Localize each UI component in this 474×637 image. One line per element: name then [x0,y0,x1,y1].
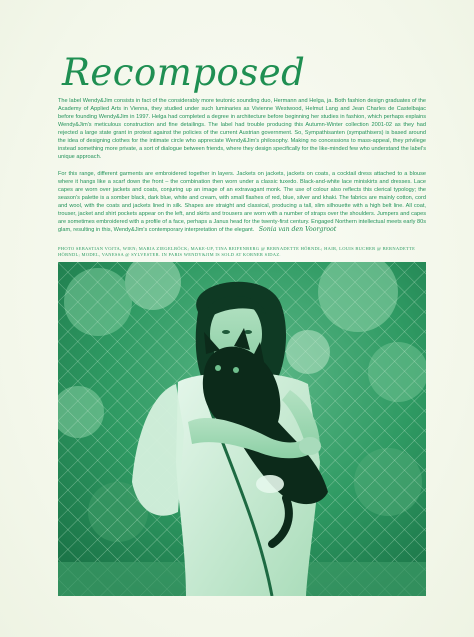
article-paragraph-2 [58,170,426,245]
article-paragraph-1 [58,97,426,169]
left-eye [222,330,230,334]
article-title: Recomposed [62,51,306,94]
fashion-photo [58,262,426,596]
photo-illustration [58,262,426,596]
hand [299,437,321,455]
paragraph-2-text: For this range, different garments are embroidered together in layers. Jackets on jackets, jackets on coats, a cocktail dress attached to a blouse where it hangs like a scarf down the front – the combination then worn under a classic tuxedo. Black-and-white lace miniskirts and dresses. Lace capes are worn over jackets and coats, conjuring up an image of an extravagant monk. The use of colour also reflects this clerical typology; the season's palette is a somber black, dark blue, white and cream, with small flashes of red, blue, silver and khaki. The fabrics are mainly cotton, cord and wool, with the coats and jackets lined in silk. Shapes are straight and classical, producing a tall, slim silhouette with a high belt line. All coat, trouser, jacket and shirt pockets appear on the left, and skirts and trousers are worn with a number of straps over the shoulders. Jumpers and capes are sometimes embroidered with a profile of a face, perhaps a Janus head for the twenty-first century. Engaged Northern intellectual meets early 80s glam, resulting in this, Wendy&Jim's contemporary interpretation of the elegant. [58,171,426,234]
photo-credits: PHOTO SEBASTIAN VOJTA, WIEN; MARIA ZIEGELBÖCK; MAKE-UP, TINA REIFENBERG @ BERNADETTE HÖRNDL; HAIR, LOUIS BUCHER @ BERNADETTE HÖRNDL; MODEL, VANESSA @ SYLVESTER. IN PARIS WENDY&JIM IS SOLD AT KORNER SIDAZ. [58,246,416,257]
author-signature: Sonia van den Voorgroot [258,226,337,234]
paragraph-1-text: The label Wendy&Jim consists in fact of the considerably more teutonic sounding duo, Hermann and Helga, ja. Both fashion design graduates of the Academy of Applied Arts in Vienna, they studied under such luminaries as Vivienne Westwood, Helmut Lang and Jean Charles de Castelbajac before founding Wendy&Jim in 1997. Helga had completed a degree in architecture before beginning her studies in fashion, which perhaps explains Wendy&Jim's meticulous construction and fine detailings. The label had trouble producing this Autumn-Winter collection 2001-02 as they had rejected a large state grant in protest against the policies of the current Austrian government. So, Sympathisanten (sympathisers) is based around the idea of designing clothes for the intimate circle who appreciate Wendy&Jim's philosophy. Making no concessions to mass-appeal, they privilege instead something more private, a sort of dialogue between friends, where they design specifically for the like-minded few who understand the label's unique approach. [58,98,426,161]
